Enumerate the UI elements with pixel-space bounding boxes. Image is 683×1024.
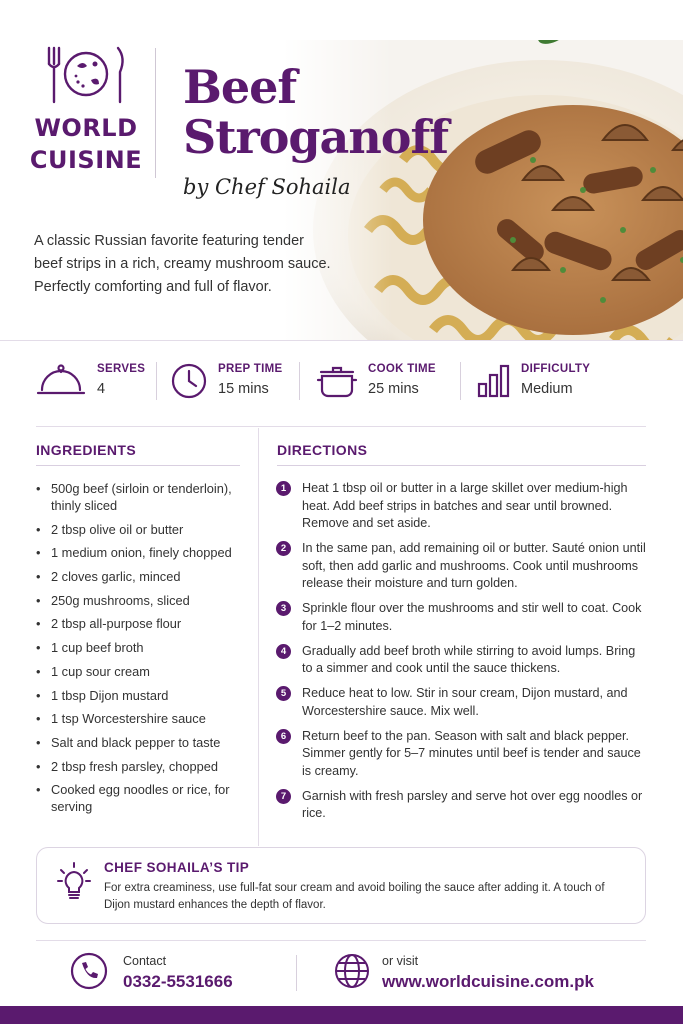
stat-serves-value: 4 [97, 381, 106, 397]
stat-difficulty-label: DIFFICULTY [521, 363, 591, 375]
brand-name-line1: WORLD [34, 114, 138, 142]
brand-logo [26, 44, 146, 176]
brand-name-line2: CUISINE [29, 146, 143, 174]
stat-cook-label: COOK TIME [368, 363, 436, 375]
ingredient-item: • Salt and black pepper to taste [36, 734, 254, 751]
column-divider [258, 428, 259, 846]
ingredient-item: • 1 tsp Worcestershire sauce [36, 710, 254, 727]
step-text: Sprinkle flour over the mushrooms and stir well to coat. Cook for 1–2 minutes. [302, 601, 642, 633]
contact-phone[interactable]: 0332-5531666 [123, 972, 233, 991]
direction-step [276, 685, 646, 720]
step-number-badge: 7 [276, 789, 291, 804]
step-number-badge: 4 [276, 644, 291, 659]
visit-label: or visit [382, 954, 419, 968]
ingredient-item: • 500g beef (sirloin or tenderloin), thinly sliced [36, 480, 254, 514]
recipe-title-line1: Beef [183, 60, 297, 114]
ingredient-item: • 2 cloves garlic, minced [36, 568, 254, 585]
tip-title: CHEF SOHAILA’S TIP [104, 860, 250, 875]
tip-text: For extra creaminess, use full-fat sour cream and avoid boiling the sauce after adding it. A touch of Dijon mustard enhances the depth of flavor. [104, 882, 605, 911]
direction-step [276, 480, 646, 533]
recipe-title [183, 62, 448, 162]
step-number-badge: 3 [276, 601, 291, 616]
stats-bottom-rule [36, 426, 646, 427]
direction-step [276, 540, 646, 593]
direction-step [276, 600, 646, 635]
ingredient-item: • 1 cup sour cream [36, 663, 254, 680]
contact-label: Contact [123, 954, 167, 968]
stat-serves-label: SERVES [97, 363, 146, 375]
header-divider [155, 48, 156, 178]
step-text: In the same pan, add remaining oil or butter. Sauté onion until soft, then add garlic and mushrooms. Cook until mushrooms release their moisture and turn golden. [302, 541, 646, 590]
ingredients-heading: INGREDIENTS [36, 442, 137, 458]
ingredient-item: • 1 medium onion, finely chopped [36, 544, 254, 561]
recipe-header [0, 0, 683, 340]
ingredients-heading-rule [36, 465, 240, 466]
ingredient-item: • 2 tbsp fresh parsley, chopped [36, 758, 254, 775]
step-number-badge: 6 [276, 729, 291, 744]
direction-step [276, 643, 646, 678]
stat-divider [156, 362, 157, 400]
stat-difficulty-value: Medium [521, 381, 573, 397]
ingredient-item: • 2 tbsp all-purpose flour [36, 615, 254, 632]
recipe-stats [36, 360, 648, 404]
ingredient-item: • 250g mushrooms, sliced [36, 592, 254, 609]
stat-prep-label: PREP TIME [218, 363, 283, 375]
bottom-accent-bar [0, 1006, 683, 1024]
footer-top-rule [36, 940, 646, 941]
bar-chart-icon [476, 362, 512, 400]
ingredient-item: • 1 cup beef broth [36, 639, 254, 656]
step-text: Heat 1 tbsp oil or butter in a large skillet over medium-high heat. Add beef strips in batches and sear until browned. Remove and set aside. [302, 481, 628, 530]
direction-step [276, 788, 646, 823]
footer-divider [296, 955, 297, 991]
step-text: Garnish with fresh parsley and serve hot over egg noodles or rice. [302, 788, 643, 820]
step-text: Gradually add beef broth while stirring to avoid lumps. Bring to a simmer and cook until the sauce thickens. [302, 643, 636, 675]
stat-cook-value: 25 mins [368, 381, 419, 397]
stat-difficulty [476, 360, 636, 404]
globe-icon [333, 952, 371, 990]
clock-icon [170, 362, 208, 400]
stat-prep-value: 15 mins [218, 381, 269, 397]
directions-list [276, 480, 646, 830]
directions-heading-rule [277, 465, 646, 466]
recipe-title-line2: Stroganoff [183, 110, 449, 164]
stat-divider [299, 362, 300, 400]
lightbulb-icon [57, 862, 91, 902]
stat-prep-time [170, 360, 300, 404]
recipe-intro: A classic Russian favorite featuring tender beef strips in a rich, creamy mushroom sauce. Perfectly comforting and full of flavor. [34, 233, 331, 295]
header-bottom-rule [0, 340, 683, 341]
ingredient-item: • 2 tbsp olive oil or butter [36, 521, 254, 538]
stat-serves [36, 360, 156, 404]
cooking-pot-icon [316, 362, 358, 400]
step-text: Return beef to the pan. Season with salt and black pepper. Simmer gently for 5–7 minutes until beef is tender and sauce is creamy. [302, 728, 641, 778]
ingredient-item: • Cooked egg noodles or rice, for serving [36, 781, 254, 815]
stat-cook-time [316, 360, 456, 404]
chef-tip-box [36, 847, 646, 924]
serving-cloche-icon [36, 362, 86, 400]
ingredient-item: • 1 tbsp Dijon mustard [36, 687, 254, 704]
step-number-badge: 1 [276, 481, 291, 496]
direction-step [276, 728, 646, 781]
ingredients-list [36, 480, 254, 822]
step-number-badge: 5 [276, 686, 291, 701]
phone-icon [70, 952, 108, 990]
website-link[interactable]: www.worldcuisine.com.pk [382, 972, 594, 991]
step-text: Reduce heat to low. Stir in sour cream, Dijon mustard, and Worcestershire sauce. Mix well. [302, 686, 628, 718]
fork-plate-knife-icon [41, 44, 131, 106]
directions-heading: DIRECTIONS [277, 442, 368, 458]
step-number-badge: 2 [276, 541, 291, 556]
recipe-byline: by Chef Sohaila [183, 175, 351, 199]
stat-divider [460, 362, 461, 400]
